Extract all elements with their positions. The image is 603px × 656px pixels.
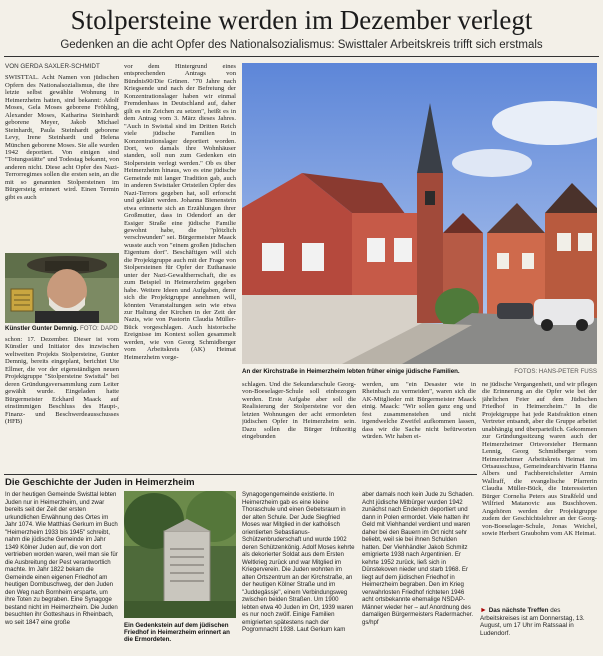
article-column-4 (362, 381, 476, 472)
divider-box (4, 474, 477, 475)
divider-top (4, 56, 599, 57)
photo-credit-small: FOTO: DAPD (79, 325, 118, 332)
memorial-illustration (124, 491, 236, 618)
next-meeting-note (480, 607, 598, 637)
article-text-5: ne jüdische Vergangenheit, und wir pflegen die Erinnerung an die Opfer wie bei der jährlichen Feier auf dem Jüdischen Friedhof in Heimerzheim." In die Projektgruppe hat jede Ratsfraktion einen Vertreter entsandt, aber die Gruppe arbeitet unabhängig und überparteilich. Gekommen zur Gründungssitzung waren auch der Heimerzheimer Ortsvorsteher Hermann Lennig, Georg Schmidberger vom Heimerzheimer Arbeitskreis Heimat im Ortsausschuss, Gemeindearchivarin Hanna Albers und Fachbereichsleiter Armin Wallraff, die evangelische Pfarrerin Claudia Müller-Bück, die Interessierten Bürger Cornelia Peters aus Straßfeld und Wilfried Matanovic aus Buschhoven. Angehören werden der Projektgruppe zudem der Geschichtslehrer an der Georg-von-Boeselager-Schule, Jonas Weichel, sowie Herbert Graubohm vom AK Heimat. (482, 381, 597, 538)
photo-caption-small (5, 325, 119, 332)
caption-large-text: An der Kirchstraße in Heimerzheim lebten früher einige jüdische Familien. (242, 368, 460, 375)
history-column-3 (362, 491, 476, 653)
photo-caption-memorial: Ein Gedenkstein auf dem jüdischen Friedhof in Heimerzheim erinnert an die Ermordeten. (124, 622, 230, 644)
article-text-3: schlagen. Und die Sekundarschule Georg-von-Boeselager-Schule soll einbezogen werden. Erste Aufgabe aber soll die Realisierung der Stolpersteine vor den letzten Wohnungen der acht ermordeten jüdischen Opfer in Heimerzheim sein. Dazu sollen die Bürger frühzeitig eingebunden (242, 381, 356, 441)
history-column-2 (242, 491, 356, 653)
photo-gunter-demnig (5, 253, 119, 323)
article-text-1: SWISTTAL. Acht Namen von jüdischen Opfern des Nationalsozialismus, die ihre letzte selbst gewählte Wohnung in Heimerzheim hatten, sind bekannt: Adolf Moses, Gela Moses geborene Fröhling, Alexander Moses, Katharina Steinhardt geborene Meyer, Jakob Michael Steinhardt, Paula Steinhardt geborene Levy, Irene Steinhardt und Helena München geborene Moses. Sie alle wurden 1942 deportiert. Von einigen sind "Totungsstätte" und Todestag bekannt, von anderen nicht. Diese acht Opfer des Nazi-Terrorregimes sollen die ersten sein, an die mit so genannten Stolpersteinen im Bürgersteig erinnert wird. Einen Termin gibt es auch (5, 74, 119, 201)
history-text-1: In der heutigen Gemeinde Swisttal lebten Juden nur in Heimerzheim, und zwar bereits seit der Zeit der ersten urkundlichen Erwähnung des Ortes im Jahr 1074. Wie Matthias Gerkum im Buch "Heimerzheim 1933 bis 1945" schreibt, nahm die jüdische Gemeinde im Jahr 1349 Kölner Juden auf, die von dort vertrieben worden waren, weil man sie für die Ausbreitung der Pest verantwortlich machte. Im Jahr 1822 bekam die Gemeinde einen eigenen Friedhof am heutigen Dornbuschweg, der den Juden den Weg nach Bornheim ersparte, um ihre Toten zu begraben. Eine Synagoge bestand nicht im Heimerzheim. Die Juden besuchten ihr Gotteshaus in Rheinbach, wo seit 1847 eine große (5, 491, 118, 626)
article-text-4: werden, um "ein Desaster wie in Rheinbach zu vermeiden", waren sich die AK-Mitglieder mit Bürgermeister Maack einig. Maack: "Wir sollen ganz eng und fest zusammenstehen und nicht irgendwelche Zweifel aufkommen lassen, dass wir die Sache nicht befürworten würden. Wir haben ei- (362, 381, 476, 441)
triangle-bullet-icon: ► (480, 607, 487, 614)
photo-caption-large (242, 368, 597, 375)
headline: Stolpersteine werden im Dezember verlegt (70, 5, 533, 35)
article-text-2: vor dem Hintergrund eines entsprechenden Antrags von Bündnis90/Die Grünen. "70 Jahre nach Kriegsende und nach der Befreiung der Konzentrationslager haben wir einmal Fremdenhass in Deutschland auf, daher gilt es ein Zeichen zu setzen", heißt es in dem Antrag vom 3. März dieses Jahres. "Auch in Swisttal sind im Dritten Reich viele jüdische Familien in Konzentrationslager deportiert worden. Dort, wo damals ihre Wohnhäuser standen, soll nun zum Gedenken ein Stolperstein verlegt werden." Ob es über Heimerzheim hinaus, wo es eine jüdische Gemeinde mit langer Tradition gab, auch in anderen Swisttaler Ortsteilen Opfer des Nazi-Terrors gegeben hat, soll erforscht und geklärt werden. Johanna Bienenstein etwa erinnerte sich an Erzählungen ihrer Großmutter, dass in Odendorf an der Essiger Straße eine jüdische Familie gewohnt habe, die "plötzlich verschwunden" sei. Bürgermeister Maack wusste auch von "einem großen jüdischen Eigentum dort". Beschäftigen will sich die Projektgruppe auch mit der Frage von Stolpersteinen für Opfer der Euthanasie unter der Nazi-Gewaltherrschaft, die es zum Beispiel in Heimerzheim gegeben habe. Weitere Ideen und Aufgaben, derer sich die Projektgruppe annehmen will, könnten Veranstaltungen sein wie etwa zur Haltung der Kirchen in der Zeit der Nazis, wie von Pastorin Claudia Müller-Bück vorgeschlagen. Auch historische Ereignisse im Kontext sollen gesammelt werden, wie von Georg Schmidberger vom Arbeitskreis (AK) Heimat Heimerzheim vorge- (124, 63, 236, 361)
article-column-1b (5, 336, 119, 472)
history-text-3: aber damals noch kein Jude zu Schaden. Acht jüdische Mitbürger wurden 1942 zunächst nach Endenich deportiert und dann in Polen ermordet. Viele hatten ihr Geld mit Viehhandel verdient und waren daher bei den Bauern im Ort nicht sehr beliebt, weil sie bei ihnen Schulden hatten. Der Viehhändler Jakob Schmitz emigrierte 1938 nach Argentinien. Er kehrte 1952 zurück, ließ sich in Dünstekoven nieder und starb 1968. Er liegt auf dem jüdischen Friedhof in Heimerzheim begraben. Den im Krieg verwahrlosten Friedhof richteten 1946 acht ortsbekannte ehemalige NSDAP-Männer wieder her – auf Anordnung des damaligen Bürgermeisters Radermacher. gs/hpf (362, 491, 474, 626)
subheadline: Gedenken an die acht Opfer des Nationalsozialismus: Swisttaler Arbeitskreis trifft sich erstmals (60, 39, 543, 51)
article-column-2 (124, 63, 236, 472)
history-text-2: Synagogengemeinde existierte. In Heimerzheim gab es eine kleine Thoraschule und einen Gebetsraum in der alten Schule. Der Jude Siegfried Moses war Mitglied in der katholisch orientierten Sebastianus-Schützenbruderschaft und wurde 1902 deren Schützenkönig. Adolf Moses kehrte als dekorierter Soldat aus dem Ersten Weltkrieg zurück und war Mitglied im Kriegerverein. Die Juden wohnten im alten Ortszentrum an der Kirchstraße, an der heutigen Kölner Straße und im "Juddegässje", einem Verbindungsweg zwischen beiden Straßen. Um 1900 lebten etwa 40 Juden im Ort, 1939 waren es nur noch zwölf. Einige Familien emigrierten spätestens nach der Pogromnacht 1938. Laut Gerkum kam (242, 491, 355, 633)
photo-memorial-stone (124, 491, 236, 618)
portrait-illustration (5, 253, 119, 323)
photo-credit-large: FOTOS: HANS-PETER FUSS (514, 368, 597, 375)
history-column-1 (5, 491, 119, 653)
note-label: Das nächste Treffen (488, 607, 549, 614)
note-text: des Arbeitskreises ist am Donnerstag, 13. August, um 17 Uhr im Ratssaal in Ludendorf. (480, 607, 585, 637)
article-column-5 (482, 381, 597, 604)
photo-kirchstrasse (242, 63, 597, 364)
article-column-3 (242, 381, 356, 472)
article-column-1 (5, 63, 119, 250)
article-text-1b: schon: 17. Dezember. Dieser ist vom Künstler und Initiator des inzwischen weltweiten Projekts Stolpersteine, Gunter Demnig, bereits eingeplant, berichtet Ute Ellmer, die vor der eigenständigen neuen Projektgruppe "Stolpersteine Swisttal" bei deren Gründungsversammlung zum Leiter gewählt wurde. Eingeladen hatte Bürgermeister Eckhard Maack auf einstimmigen Beschluss des Haupt-, Finanz- und Beschwerdeausschusses (HFB) (5, 336, 119, 425)
caption-name: Künstler Gunter Demnig. (5, 325, 79, 332)
section-title: Die Geschichte der Juden in Heimerzheim (5, 477, 195, 488)
byline: VON GERDA SAXLER-SCHMIDT (5, 63, 100, 70)
street-illustration (242, 63, 597, 364)
